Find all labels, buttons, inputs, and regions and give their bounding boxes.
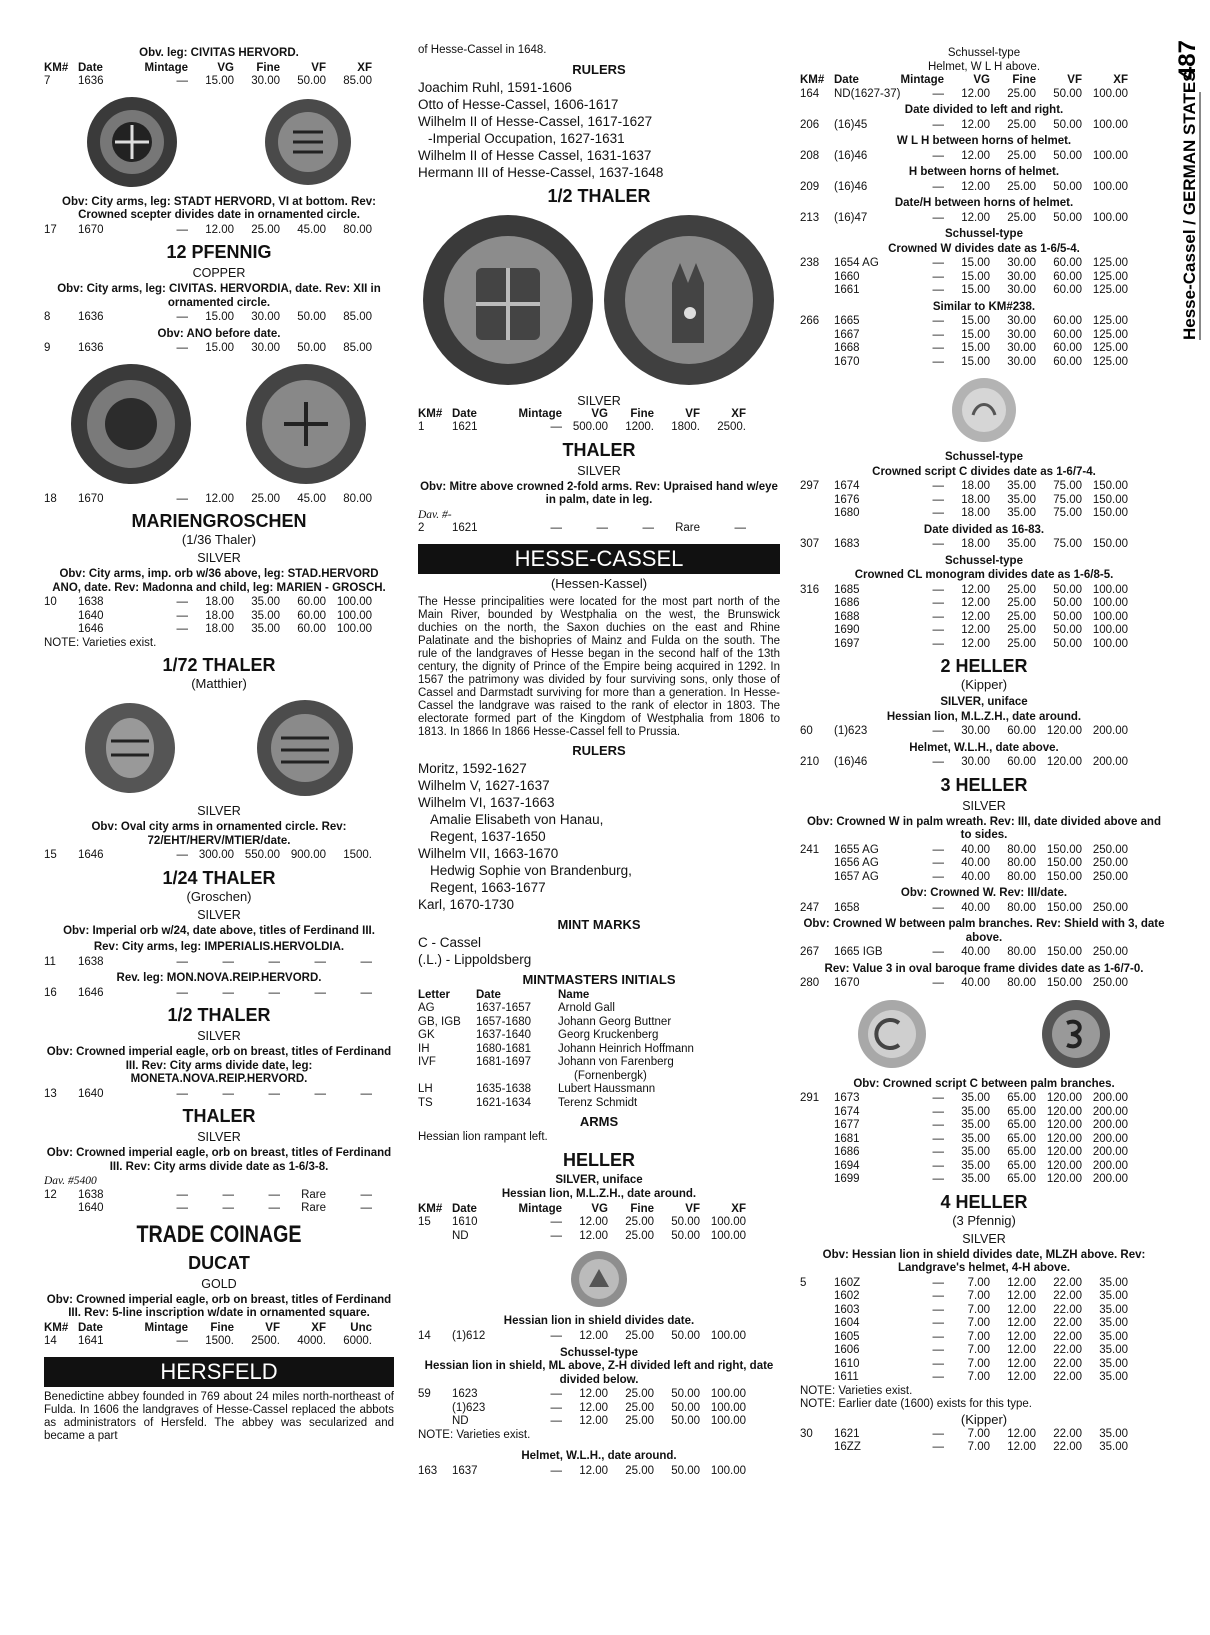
metal-label: SILVER xyxy=(197,804,241,818)
mintmaster-row: (Fornenbergk) xyxy=(574,1069,647,1082)
table-header: KM# Date Mintage VG Fine VF XF xyxy=(418,1202,746,1215)
type-desc: Helmet, W.L.H., date above. xyxy=(909,741,1059,754)
denomination-heading: 1/2 THALER xyxy=(547,185,651,206)
metal-label: SILVER xyxy=(962,798,1006,813)
coin-image xyxy=(569,1249,629,1309)
coin-obverse-image xyxy=(421,213,596,388)
table-row: 1694 — 35.00 65.00 120.00 200.00 xyxy=(834,1159,1128,1172)
davenport-ref: Dav. #5400 xyxy=(44,1175,97,1187)
metal-label: SILVER xyxy=(197,1029,241,1043)
rulers-heading: RULERS xyxy=(572,61,626,77)
denomination-sub: (Kipper) xyxy=(960,1411,1008,1427)
table-row: 1611 — 7.00 12.00 22.00 35.00 xyxy=(834,1371,1128,1383)
table-row: 10 1638 — 18.00 35.00 60.00 100.00 xyxy=(44,596,372,608)
denomination-sub: (Groschen) xyxy=(186,888,252,904)
table-row: 8 1636 — 15.00 30.00 50.00 85.00 xyxy=(44,311,372,323)
denomination-sub: (3 Pfennig) xyxy=(952,1212,1016,1228)
denomination-sub: (Matthier) xyxy=(191,676,247,691)
table-row: 5 160Z — 7.00 12.00 22.00 35.00 xyxy=(800,1276,1128,1289)
table-row: 1677 — 35.00 65.00 120.00 200.00 xyxy=(834,1119,1128,1131)
coin-reverse-image xyxy=(602,213,777,388)
table-row: 11 1638 — — — — — xyxy=(44,955,372,968)
column-1 xyxy=(44,44,394,1447)
table-row: 1640 — — — Rare — xyxy=(78,1202,372,1214)
denomination-heading: 4 HELLER xyxy=(940,1191,1028,1212)
mint-mark: (.L.) - Lippoldsberg xyxy=(418,951,532,967)
type-desc: Helmet, W L H above. xyxy=(927,60,1041,73)
coin-photos xyxy=(800,997,1168,1072)
metal-label: SILVER xyxy=(197,907,241,922)
davenport-ref: Dav. #- xyxy=(418,508,452,521)
mintmasters-header: Letter Date Name xyxy=(418,988,590,1001)
table-row: 210 (16)46 — 30.00 60.00 120.00 200.00 xyxy=(800,756,1128,768)
running-head-svg xyxy=(1172,40,1202,340)
ruler-line: Wilhelm VI, 1637-1663 xyxy=(418,794,555,810)
table-row: 1 1621 — 500.00 1200. 1800. 2500. xyxy=(418,421,746,433)
metal-label: SILVER xyxy=(577,463,621,478)
table-row: 280 1670 — 40.00 80.00 150.00 250.00 xyxy=(800,977,1128,989)
type-desc: Date/H between horns of helmet. xyxy=(894,197,1074,209)
type-desc: Date divided to left and right. xyxy=(904,104,1064,116)
table-row: 9 1636 — 15.00 30.00 50.00 85.00 xyxy=(44,342,372,354)
table-row: 238 1654 AG — 15.00 30.00 60.00 125.00 xyxy=(800,257,1128,269)
type-label: Schussel-type xyxy=(560,1347,638,1359)
table-row: 266 1665 — 15.00 30.00 60.00 125.00 xyxy=(800,315,1128,327)
type-label: Schussel-type xyxy=(945,451,1023,463)
table-row: 1602 — 7.00 12.00 22.00 35.00 xyxy=(834,1290,1128,1302)
table-row: 1699 — 35.00 65.00 120.00 200.00 xyxy=(834,1173,1128,1185)
type-desc: Hessian lion in shield, ML above, Z-H divided left and right, date divided below. xyxy=(424,1360,774,1386)
table-row: 1606 — 7.00 12.00 22.00 35.00 xyxy=(834,1344,1128,1356)
table-row: 316 1685 — 12.00 25.00 50.00 100.00 xyxy=(800,583,1128,596)
type-desc: W L H between horns of helmet. xyxy=(896,135,1072,147)
table-row: 297 1674 — 18.00 35.00 75.00 150.00 xyxy=(800,480,1128,492)
table-row: 1660 — 15.00 30.00 60.00 125.00 xyxy=(834,270,1128,283)
section-subtitle: (Hessen-Kassel) xyxy=(550,575,648,591)
table-row: 15 1610 — 12.00 25.00 50.00 100.00 xyxy=(418,1216,746,1228)
denomination-heading: DUCAT xyxy=(188,1252,250,1273)
metal-label: SILVER xyxy=(197,1130,241,1144)
ruler-line: Regent, 1637-1650 xyxy=(430,828,546,844)
table-row: 1686 — 35.00 65.00 120.00 200.00 xyxy=(834,1146,1128,1158)
type-desc: Obv: City arms, leg: CIVITAS. HERVORDIA, date. Rev: XII in ornamented circle. xyxy=(57,283,381,309)
mintmaster-row: GB, IGB 1657-1680 Johann Georg Buttner xyxy=(418,1015,672,1028)
type-desc: Obv: Crowned W. Rev: III/date. xyxy=(900,887,1068,899)
table-row: 2 1621 — — — Rare — xyxy=(418,522,746,534)
table-row: 17 1670 — 12.00 25.00 45.00 80.00 xyxy=(44,223,372,236)
coin-image xyxy=(949,375,1019,445)
section-band-hesse-cassel: HESSE-CASSEL xyxy=(418,544,780,574)
table-row: 1604 — 7.00 12.00 22.00 35.00 xyxy=(834,1317,1128,1329)
mintmaster-row: IH 1680-1681 Johann Heinrich Hoffmann xyxy=(418,1042,694,1055)
table-row: 15 1646 — 300.00 550.00 900.00 1500. xyxy=(44,849,372,861)
metal-label: SILVER xyxy=(577,393,621,408)
ruler-line: Regent, 1663-1677 xyxy=(430,879,546,895)
table-header: KM# Date Mintage VG Fine VF XF xyxy=(800,74,1128,86)
table-row: 12 1638 — — — Rare — xyxy=(44,1188,372,1201)
coin-reverse-image xyxy=(1039,997,1114,1072)
type-desc: Obv: ANO before date. xyxy=(157,327,281,340)
type-desc: Obv: Crowned script C between palm branches. xyxy=(853,1077,1115,1090)
type-desc: Obv: Oval city arms in ornamented circle. Rev: 72/EHT/HERV/MTIER/date. xyxy=(91,821,347,847)
coin-obverse-image xyxy=(83,701,178,796)
type-desc: Obv: City arms, imp. orb w/36 above, leg: STAD.HERVORD ANO, date. Rev: Madonna and child, leg: MARIEN - GROSCH. xyxy=(52,568,386,594)
column-3 xyxy=(800,44,1168,1455)
table-row: 291 1673 — 35.00 65.00 120.00 200.00 xyxy=(800,1092,1128,1104)
note: NOTE: Varieties exist. xyxy=(44,636,157,649)
ruler-line: Karl, 1670-1730 xyxy=(418,896,515,912)
mintmasters-heading: MINTMASTERS INITIALS xyxy=(522,971,676,987)
type-desc: Obv: Crowned W between palm branches. Rev: Shield with 3, date above. xyxy=(803,918,1165,944)
coin-obverse-image xyxy=(855,997,930,1072)
section-intro: Benedictine abbey founded in 769 about 24 miles north-northeast of Fulda. In 1606 the landgraves of Hesse-Cassel replaced the abbots as administrators of Hersfeld. The abbey was secularized and became a part xyxy=(44,1390,394,1442)
table-row: 1697 — 12.00 25.00 50.00 100.00 xyxy=(834,637,1128,650)
denomination-heading: HELLER xyxy=(563,1149,635,1170)
type-desc: Obv. leg: CIVITAS HERVORD. xyxy=(139,47,299,59)
ruler-line: Wilhelm II of Hesse Cassel, 1631-1637 xyxy=(418,147,652,163)
type-desc: Hessian lion in shield divides date. xyxy=(503,1315,695,1327)
metal-label: SILVER xyxy=(962,1231,1006,1246)
table-row: 1670 — 15.00 30.00 60.00 125.00 xyxy=(834,355,1128,368)
note: NOTE: Varieties exist. xyxy=(800,1384,913,1397)
ruler-line: Wilhelm II of Hesse-Cassel, 1617-1627 xyxy=(418,113,653,129)
table-row: 209 (16)46 — 12.00 25.00 50.00 100.00 xyxy=(800,180,1128,193)
type-desc: Rev. leg: MON.NOVA.REIP.HERVORD. xyxy=(116,972,322,984)
denomination-heading: 3 HELLER xyxy=(940,774,1028,795)
denomination-heading: THALER xyxy=(562,439,636,460)
table-header: KM# Date Mintage VG Fine VF XF xyxy=(44,61,372,74)
metal-label: SILVER xyxy=(197,551,241,565)
type-desc: Hessian lion, M.L.Z.H., date around. xyxy=(501,1188,697,1200)
table-row: 13 1640 — — — — — xyxy=(44,1087,372,1100)
ruler-line: -Imperial Occupation, 1627-1631 xyxy=(428,130,625,146)
table-row: 1681 — 35.00 65.00 120.00 200.00 xyxy=(834,1132,1128,1145)
type-desc: Obv: Imperial orb w/24, date above, titles of Ferdinand III. xyxy=(63,924,375,937)
column-2 xyxy=(418,44,780,1478)
table-row: 1686 — 12.00 25.00 50.00 100.00 xyxy=(834,597,1128,609)
type-desc: Crowned CL monogram divides date as 1-6/8-5. xyxy=(854,569,1114,581)
continued-text: of Hesse-Cassel in 1648. xyxy=(418,44,547,56)
table-row: 163 1637 — 12.00 25.00 50.00 100.00 xyxy=(418,1464,746,1477)
table-row: 1688 — 12.00 25.00 50.00 100.00 xyxy=(834,610,1128,623)
denomination-heading: 1/2 THALER xyxy=(167,1005,271,1025)
mintmaster-row: TS 1621-1634 Terenz Schmidt xyxy=(418,1096,638,1109)
table-row: 1680 — 18.00 35.00 75.00 150.00 xyxy=(834,507,1128,519)
ruler-line: Hedwig Sophie von Brandenburg, xyxy=(430,862,632,878)
section-heading: TRADE COINAGE xyxy=(136,1220,302,1248)
note: NOTE: Varieties exist. xyxy=(418,1428,531,1441)
coin-reverse-image xyxy=(255,698,355,798)
table-row: 30 1621 — 7.00 12.00 22.00 35.00 xyxy=(800,1427,1128,1440)
denomination-heading: THALER xyxy=(182,1106,256,1126)
table-row: 213 (16)47 — 12.00 25.00 50.00 100.00 xyxy=(800,211,1128,224)
type-desc: Obv: Crowned imperial eagle, orb on breast, titles of Ferdinand III. Rev: City arms divide date, leg: MONETA.NOVA.REIP.HERVORD. xyxy=(46,1046,392,1085)
note: NOTE: Earlier date (1600) exists for this type. xyxy=(800,1398,1033,1410)
table-row: 164 ND(1627-37) — 12.00 25.00 50.00 100.00 xyxy=(800,87,1128,100)
table-row: 307 1683 — 18.00 35.00 75.00 150.00 xyxy=(800,538,1128,550)
mint-mark: C - Cassel xyxy=(418,934,482,950)
type-desc: Rev: Value 3 in oval baroque frame divides date as 1-6/7-0. xyxy=(824,962,1144,975)
section-band-hersfeld: HERSFELD xyxy=(44,1357,394,1387)
metal-label: GOLD xyxy=(201,1276,237,1291)
mintmaster-row: GK 1637-1640 Georg Kruckenberg xyxy=(418,1029,659,1041)
table-row: 16 1646 — — — — — xyxy=(44,986,372,999)
table-row: ND — 12.00 25.00 50.00 100.00 xyxy=(452,1415,746,1427)
type-desc: Similar to KM#238. xyxy=(932,300,1036,313)
table-row: 14 1641 — 1500. 2500. 4000. 6000. xyxy=(44,1335,372,1347)
table-row: 1605 — 7.00 12.00 22.00 35.00 xyxy=(834,1330,1128,1343)
type-label: Schussel-type xyxy=(945,228,1023,240)
type-desc: Crowned script C divides date as 1-6/7-4. xyxy=(872,465,1096,478)
ruler-line: Moritz, 1592-1627 xyxy=(418,760,527,776)
table-row: 267 1665 IGB — 40.00 80.00 150.00 250.00 xyxy=(800,946,1128,958)
table-header: KM# Date Mintage VG Fine VF XF xyxy=(418,407,746,420)
table-row: 1646 — 18.00 35.00 60.00 100.00 xyxy=(78,623,372,635)
section-intro: The Hesse principalities were located for the most part north of the Main River, bounded by Westphalia on the west, the Brunswick duchies on the north, the Saxon duchies on the east and Rhine Palatinate and the bishopries of Mainz and Fulda on the south. The rule of the landgraves of Hesse began in the second half of the 13th century, the dignity of Prince of the Empire being acquired in 1292. In 1567 the patrimony was divided by four surviving sons, only those of Cassel and Darmstadt surviving for more than a generation. In Hesse-Cassel the landgrave was raised to the rank of elector in 1803. The electorate formed part of the Kingdom of Westphalia from 1806 to 1813. In 1866 In 1866 Hesse-Cassel fell to Prussia. xyxy=(418,595,780,738)
type-label: Schussel-type xyxy=(947,47,1021,59)
table-row: 14 (1)612 — 12.00 25.00 50.00 100.00 xyxy=(418,1329,746,1342)
type-desc: Obv: City arms, leg: STADT HERVORD, VI at bottom. Rev: Crowned scepter divides date in ornamented circle. xyxy=(62,195,376,221)
type-desc: Crowned W divides date as 1-6/5-4. xyxy=(888,242,1080,255)
ruler-line: Amalie Elisabeth von Hanau, xyxy=(430,811,604,827)
metal-label: COPPER xyxy=(192,266,246,280)
type-desc: Obv: Mitre above crowned 2-fold arms. Rev: Upraised hand w/eye in palm, date in leg. xyxy=(420,480,778,506)
table-row: 1656 AG — 40.00 80.00 150.00 250.00 xyxy=(834,857,1128,869)
coin-photos xyxy=(44,698,394,798)
type-desc: Date divided as 16-83. xyxy=(923,523,1045,536)
type-desc: Hessian lion, M.L.Z.H., date around. xyxy=(886,710,1082,723)
ruler-line: Joachim Ruhl, 1591-1606 xyxy=(418,79,572,95)
table-row: 7 1636 — 15.00 30.00 50.00 85.00 xyxy=(44,75,372,87)
type-desc: Obv: Crowned W in palm wreath. Rev: III, date divided above and to sides. xyxy=(806,815,1161,841)
table-row: 1668 — 15.00 30.00 60.00 125.00 xyxy=(834,342,1128,354)
table-row: 241 1655 AG — 40.00 80.00 150.00 250.00 xyxy=(800,843,1128,856)
coin-reverse-image xyxy=(263,97,353,187)
running-head xyxy=(1172,40,1202,340)
table-row: ND — 12.00 25.00 50.00 100.00 xyxy=(452,1229,746,1242)
coin-photos xyxy=(44,362,394,487)
section-title: Hesse-Cassel / GERMAN STATES xyxy=(1180,70,1199,340)
table-header: KM# Date Mintage Fine VF XF Unc xyxy=(44,1321,372,1334)
type-desc: Obv: Hessian lion in shield divides date, MLZH above. Rev: Landgrave's helmet, 4-H above. xyxy=(822,1248,1146,1274)
denomination-heading: MARIENGROSCHEN xyxy=(131,511,307,531)
table-row: 206 (16)45 — 12.00 25.00 50.00 100.00 xyxy=(800,118,1128,131)
metal-label: SILVER, uniface xyxy=(940,696,1028,708)
coin-reverse-image xyxy=(244,362,369,487)
table-row: (1)623 — 12.00 25.00 50.00 100.00 xyxy=(452,1401,746,1414)
table-row: 1610 — 7.00 12.00 22.00 35.00 xyxy=(834,1357,1128,1370)
arms-desc: Hessian lion rampant left. xyxy=(418,1131,548,1143)
ruler-line: Wilhelm V, 1627-1637 xyxy=(418,777,550,793)
mintmaster-row: AG 1637-1657 Arnold Gall xyxy=(418,1002,615,1014)
type-desc: Helmet, W.L.H., date around. xyxy=(521,1450,677,1462)
table-row: 1676 — 18.00 35.00 75.00 150.00 xyxy=(834,493,1128,506)
table-row: 1603 — 7.00 12.00 22.00 35.00 xyxy=(834,1303,1128,1316)
table-row: 1640 — 18.00 35.00 60.00 100.00 xyxy=(78,609,372,622)
table-row: 247 1658 — 40.00 80.00 150.00 250.00 xyxy=(800,901,1128,914)
coin-obverse-image xyxy=(85,95,180,190)
type-label: Schussel-type xyxy=(945,554,1023,567)
table-row: 18 1670 — 12.00 25.00 45.00 80.00 xyxy=(44,492,372,505)
table-row: 1661 — 15.00 30.00 60.00 125.00 xyxy=(834,284,1128,296)
denomination-sub: (1/36 Thaler) xyxy=(181,532,257,547)
table-row: 208 (16)46 — 12.00 25.00 50.00 100.00 xyxy=(800,149,1128,162)
coin-photos xyxy=(44,95,394,190)
table-row: 1657 AG — 40.00 80.00 150.00 250.00 xyxy=(834,870,1128,883)
coin-photos xyxy=(418,213,780,388)
ruler-line: Wilhelm VII, 1663-1670 xyxy=(418,845,559,861)
type-desc: Obv: Crowned imperial eagle, orb on breast, titles of Ferdinand III. Rev: City arms divide date as 1-6/3-8. xyxy=(46,1147,392,1173)
table-row: 60 (1)623 — 30.00 60.00 120.00 200.00 xyxy=(800,725,1128,737)
ruler-line: Hermann III of Hesse-Cassel, 1637-1648 xyxy=(418,164,664,180)
page-number: 487 xyxy=(1174,40,1201,81)
mintmaster-row: IVF 1681-1697 Johann von Farenberg xyxy=(418,1056,674,1068)
metal-label: SILVER, uniface xyxy=(555,1173,643,1186)
table-row: 1667 — 15.00 30.00 60.00 125.00 xyxy=(834,328,1128,341)
denomination-heading: 2 HELLER xyxy=(940,656,1028,676)
denomination-sub: (Kipper) xyxy=(960,677,1008,692)
mintmaster-row: LH 1635-1638 Lubert Haussmann xyxy=(418,1083,656,1095)
coin-obverse-image xyxy=(69,362,194,487)
type-desc: H between horns of helmet. xyxy=(908,166,1060,178)
table-row: 1690 — 12.00 25.00 50.00 100.00 xyxy=(834,624,1128,636)
table-row: 59 1623 — 12.00 25.00 50.00 100.00 xyxy=(418,1388,746,1400)
type-desc: Obv: Crowned imperial eagle, orb on breast, titles of Ferdinand III. Rev: 5-line inscription w/date in ornamented square. xyxy=(46,1293,392,1319)
rulers-heading: RULERS xyxy=(572,742,626,758)
table-row: 16ZZ — 7.00 12.00 22.00 35.00 xyxy=(834,1441,1128,1453)
arms-heading: ARMS xyxy=(579,1114,619,1129)
denomination-heading: 1/72 THALER xyxy=(162,655,276,675)
type-desc: Rev: City arms, leg: IMPERIALIS.HERVOLDIA. xyxy=(93,941,345,953)
denomination-heading: 1/24 THALER xyxy=(162,867,276,888)
mint-marks-heading: MINT MARKS xyxy=(557,916,641,932)
ruler-line: Otto of Hesse-Cassel, 1606-1617 xyxy=(418,96,619,112)
table-row: 1674 — 35.00 65.00 120.00 200.00 xyxy=(834,1105,1128,1118)
denomination-heading: 12 PFENNIG xyxy=(166,242,272,262)
